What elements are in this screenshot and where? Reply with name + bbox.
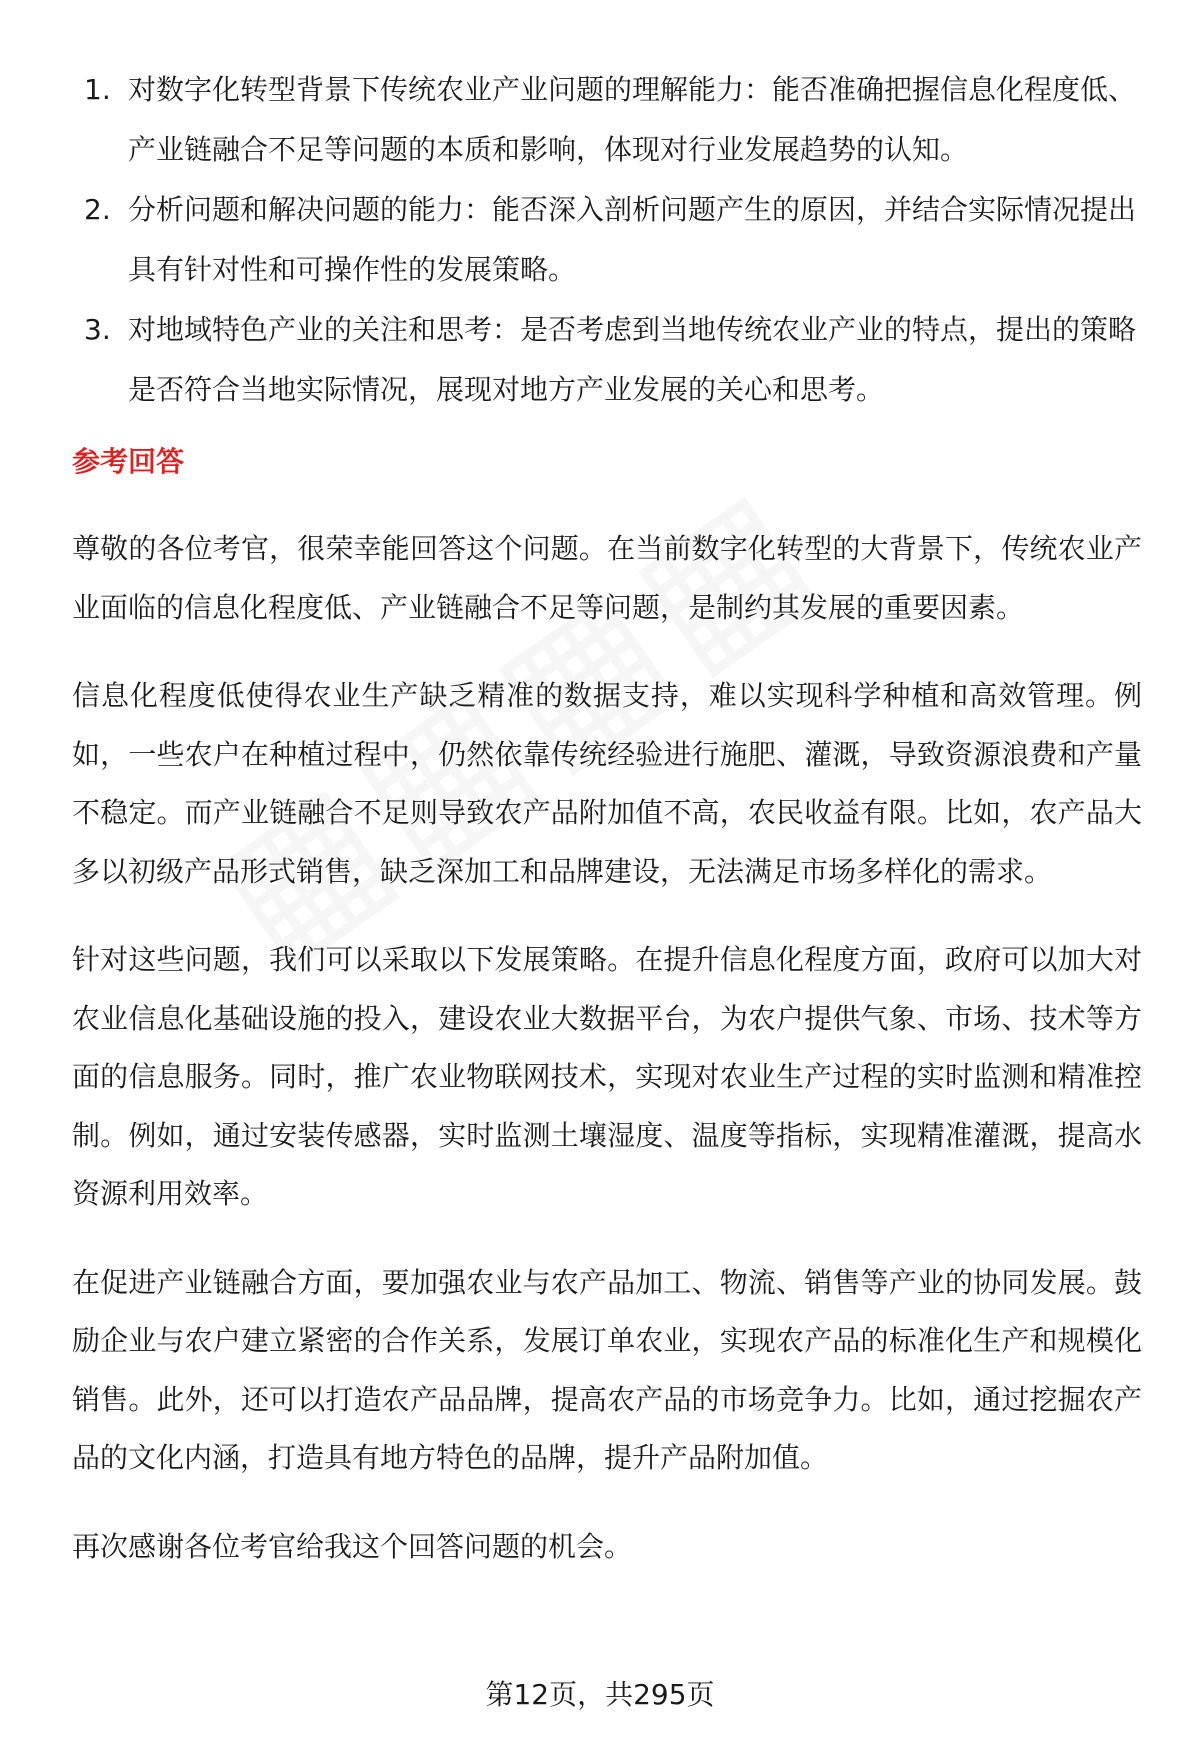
criteria-text: 对地域特色产业的关注和思考：是否考虑到当地传统农业产业的特点，提出的策略是否符合当地实际情况，展现对地方产业发展的关心和思考。 [128,313,1137,406]
criteria-number: 1. [84,73,111,106]
answer-body [72,520,1142,1606]
criteria-text: 分析问题和解决问题的能力：能否深入剖析问题产生的原因，并结合实际情况提出具有针对性和可操作性的发展策略。 [128,193,1137,286]
criteria-text: 对数字化转型背景下传统农业产业问题的理解能力：能否准确把握信息化程度低、产业链融合不足等问题的本质和影响，体现对行业发展趋势的认知。 [128,73,1137,166]
criteria-item [72,180,1152,300]
criteria-item [72,60,1152,180]
answer-paragraph: 针对这些问题，我们可以采取以下发展策略。在提升信息化程度方面，政府可以加大对农业信息化基础设施的投入，建设农业大数据平台，为农户提供气象、市场、技术等方面的信息服务。同时，推广农业物联网技术，实现对农业生产过程的实时监测和精准控制。例如，通过安装传感器，实时监测土壤湿度、温度等指标，实现精准灌溉，提高水资源利用效率。 [72,943,1142,1210]
answer-paragraph: 再次感谢各位考官给我这个回答问题的机会。 [72,1529,633,1563]
criteria-item [72,300,1152,420]
criteria-list [72,60,1152,420]
criteria-number: 3. [84,313,111,346]
criteria-number: 2. [84,193,111,226]
answer-paragraph: 尊敬的各位考官，很荣幸能回答这个问题。在当前数字化转型的大背景下，传统农业产业面临的信息化程度低、产业链融合不足等问题，是制约其发展的重要因素。 [72,532,1142,624]
answer-paragraph: 在促进产业链融合方面，要加强农业与农产品加工、物流、销售等产业的协同发展。鼓励企业与农户建立紧密的合作关系，发展订单农业，实现农产品的标准化生产和规模化销售。此外，还可以打造农产品品牌，提高农产品的市场竞争力。比如，通过挖掘农产品的文化内涵，打造具有地方特色的品牌，提升产品附加值。 [72,1265,1142,1474]
answer-paragraph: 信息化程度低使得农业生产缺乏精准的数据支持，难以实现科学种植和高效管理。例如，一些农户在种植过程中，仍然依靠传统经验进行施肥、灌溉，导致资源浪费和产量不稳定。而产业链融合不足则导致农产品附加值不高，农民收益有限。比如，农产品大多以初级产品形式销售，缺乏深加工和品牌建设，无法满足市场多样化的需求。 [72,679,1142,888]
page-number-footer: 第12页，共295页 [485,1678,715,1711]
section-title: 参考回答 [72,445,185,478]
